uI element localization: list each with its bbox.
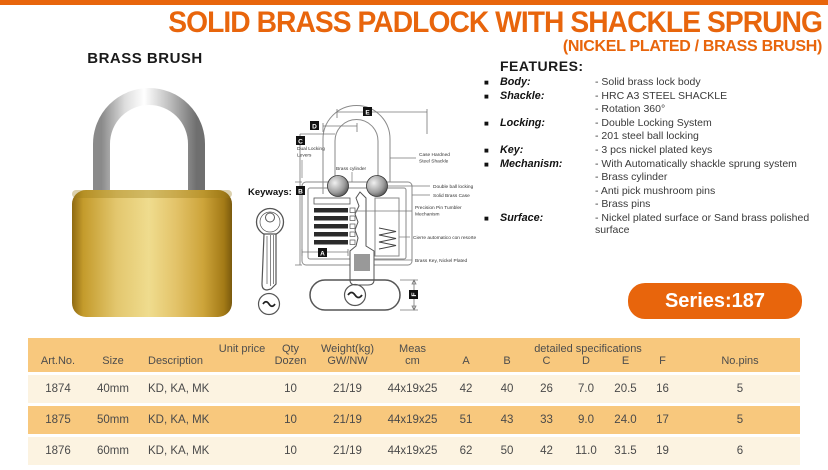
- feature-row: [484, 198, 828, 212]
- cell-d: 11.0: [575, 445, 597, 457]
- table-row: [28, 406, 800, 434]
- feature-value: - Anti pick mushroom pins: [595, 184, 716, 197]
- col-header-no-pins: No.pins: [721, 355, 759, 367]
- dim-a: A: [320, 250, 325, 258]
- page-subtitle: (NICKEL PLATED / BRASS BRUSH): [562, 38, 822, 55]
- label-pin-tumbler-2: Mechanism: [415, 212, 440, 218]
- cell-e: 20.5: [614, 383, 637, 395]
- feature-row: [484, 211, 828, 236]
- bottom-view: [310, 280, 400, 310]
- feature-value: - 3 pcs nickel plated keys: [595, 143, 713, 156]
- col-header-b: B: [503, 355, 511, 367]
- keyway-wave-icon: [348, 293, 362, 298]
- shackle-chrome: [102, 97, 197, 203]
- square-bullet-icon: ■: [484, 213, 489, 223]
- cell-weight: 21/19: [333, 414, 362, 426]
- feature-row: [484, 76, 828, 90]
- cell-b: 40: [500, 383, 514, 395]
- dim-d: D: [312, 123, 317, 131]
- label-dual-locking: Dual Locking: [297, 147, 325, 152]
- cell-description: KD, KA, MK: [148, 445, 210, 457]
- feature-label: Locking:: [500, 116, 545, 129]
- col-header-qty: Qty Dozen: [274, 343, 307, 367]
- col-header-detailed-specs: detailed specifications: [534, 343, 642, 355]
- feature-value: - Nickel plated surface or Sand brass polished surface: [595, 211, 810, 236]
- feature-row: [484, 171, 828, 185]
- col-header-meas: Meas cm: [399, 343, 426, 367]
- cell-size: 50mm: [97, 414, 129, 426]
- cell-f: 19: [656, 445, 669, 457]
- feature-row: [484, 130, 828, 144]
- col-header-unit-price: Unit price: [218, 343, 266, 355]
- feature-row: [484, 185, 828, 199]
- feature-value: - With Automatically shackle sprung system: [595, 157, 797, 170]
- cell-f: 17: [656, 414, 669, 426]
- diagram-svg: [240, 82, 485, 332]
- table-row: [28, 437, 800, 465]
- feature-label: Body:: [500, 76, 531, 88]
- keyway-profile: [259, 294, 280, 315]
- lock-body-brass: [72, 190, 232, 317]
- series-badge-label: Series:187: [664, 289, 766, 312]
- pin-tumbler-stack: [314, 198, 355, 245]
- cell-no-pins: 5: [736, 383, 744, 395]
- cell-art-no: 1876: [45, 445, 71, 457]
- keyways-label: Keyways:: [248, 187, 292, 198]
- col-header-size: Size: [102, 355, 124, 367]
- feature-value: - Brass cylinder: [595, 171, 668, 184]
- finish-label: BRASS BRUSH: [87, 50, 203, 67]
- col-header-description: Description: [148, 355, 204, 367]
- cell-c: 26: [540, 383, 553, 395]
- square-bullet-icon: ■: [484, 145, 489, 155]
- locking-ball-right: [367, 176, 388, 197]
- feature-row: [484, 158, 828, 172]
- col-header-weight: Weight(kg) GW/NW: [321, 343, 374, 367]
- cell-size: 40mm: [97, 383, 129, 395]
- dim-b: B: [298, 188, 303, 196]
- cell-d: 7.0: [578, 383, 594, 395]
- series-badge: [628, 283, 802, 319]
- cell-weight: 21/19: [333, 383, 362, 395]
- cell-a: 51: [459, 414, 473, 426]
- locking-ball-left: [328, 176, 349, 197]
- cell-no-pins: 5: [736, 414, 744, 426]
- label-steel-shackle: Case Hardned: [419, 153, 450, 158]
- feature-value: - Brass pins: [595, 198, 651, 211]
- cell-qty: 10: [284, 445, 297, 457]
- cell-b: 43: [500, 414, 514, 426]
- body-top-shade: [72, 190, 232, 198]
- cell-d: 9.0: [578, 414, 594, 426]
- feature-label: Key:: [500, 143, 524, 156]
- cell-description: KD, KA, MK: [148, 383, 210, 395]
- table-row: [28, 375, 800, 403]
- padlock-photo: [65, 82, 237, 327]
- technical-diagram: [240, 82, 485, 337]
- label-double-ball: Double ball locking: [433, 185, 474, 190]
- dim-e: E: [365, 109, 370, 117]
- spec-table: [28, 338, 800, 465]
- cell-f: 16: [656, 383, 669, 395]
- page-title: SOLID BRASS PADLOCK WITH SHACKLE SPRUNG: [168, 6, 822, 39]
- feature-value: - Rotation 360°: [595, 103, 666, 116]
- label-dual-locking-2: Levers: [297, 153, 312, 159]
- feature-row: [484, 90, 828, 104]
- cell-weight: 21/19: [333, 445, 362, 457]
- label-pin-tumbler: Precision Pin Tumbler: [415, 206, 462, 211]
- feature-value: - 201 steel ball locking: [595, 130, 699, 143]
- cell-meas: 44x19x25: [387, 414, 438, 426]
- shackle-spring: [379, 228, 396, 249]
- cell-size: 60mm: [97, 445, 129, 457]
- cell-no-pins: 6: [736, 445, 744, 457]
- label-brass-key: Brass Key, Nickel Plated: [415, 259, 468, 264]
- cell-meas: 44x19x25: [387, 445, 438, 457]
- square-bullet-icon: ■: [484, 91, 489, 101]
- label-brass-cylinder: Brass cylinder: [336, 167, 367, 172]
- col-header-f: F: [659, 355, 666, 367]
- col-header-e: E: [621, 355, 630, 367]
- label-steel-shackle-2: Steel Shackle: [419, 159, 449, 165]
- top-accent-bar: [0, 0, 828, 5]
- cell-art-no: 1875: [45, 414, 71, 426]
- col-header-d: D: [582, 355, 590, 367]
- cell-a: 62: [459, 445, 473, 457]
- key-in-cylinder: [350, 192, 374, 285]
- cell-qty: 10: [284, 414, 297, 426]
- feature-label: Mechanism:: [500, 157, 563, 170]
- cell-b: 50: [500, 445, 514, 457]
- square-bullet-icon: ■: [484, 118, 489, 128]
- feature-value: - HRC A3 STEEL SHACKLE: [595, 89, 728, 102]
- col-header-art-no: Art.No.: [40, 355, 76, 367]
- cell-meas: 44x19x25: [387, 383, 438, 395]
- dim-f: F: [411, 292, 418, 297]
- dim-c: C: [298, 138, 303, 146]
- feature-row: [484, 117, 828, 131]
- label-solid-case: Solid Brass Case: [433, 194, 470, 199]
- square-bullet-icon: ■: [484, 78, 489, 87]
- feature-row: [484, 103, 828, 117]
- features-list: [484, 76, 828, 236]
- cell-description: KD, KA, MK: [148, 414, 210, 426]
- feature-value: - Double Locking System: [595, 116, 712, 129]
- cell-art-no: 1874: [45, 383, 71, 395]
- cell-e: 24.0: [614, 414, 637, 426]
- feature-label: Shackle:: [500, 89, 545, 102]
- cell-e: 31.5: [614, 445, 637, 457]
- label-cierre: Cierre automatico con resorte: [413, 236, 477, 241]
- feature-row: [484, 144, 828, 158]
- cell-a: 42: [459, 383, 473, 395]
- feature-value: - Solid brass lock body: [595, 76, 701, 88]
- col-header-c: C: [542, 355, 551, 367]
- cell-qty: 10: [284, 383, 297, 395]
- key-illustration: [257, 209, 284, 291]
- padlock-photo-svg: [65, 82, 237, 322]
- table-header-row: [28, 338, 800, 372]
- col-header-a: A: [462, 355, 470, 367]
- square-bullet-icon: ■: [484, 159, 489, 169]
- cell-c: 33: [540, 414, 553, 426]
- features-heading: FEATURES:: [500, 58, 584, 74]
- cell-c: 42: [540, 445, 553, 457]
- feature-label: Surface:: [500, 211, 544, 224]
